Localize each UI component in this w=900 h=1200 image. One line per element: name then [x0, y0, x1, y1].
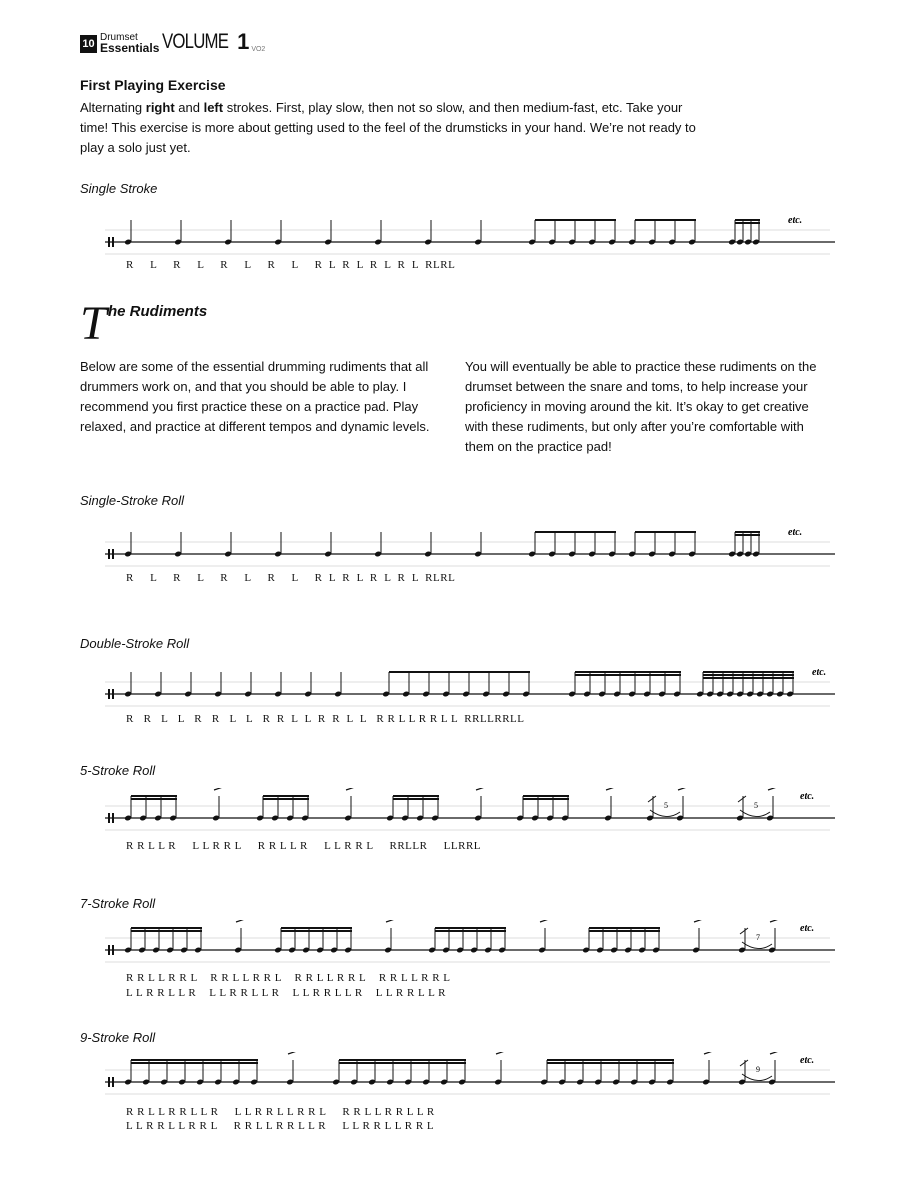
percussion-clef — [108, 549, 110, 559]
beam — [575, 674, 681, 676]
accent-mark — [476, 788, 485, 790]
grace-slash — [738, 796, 746, 802]
beam — [703, 677, 794, 679]
exercise-text: Alternating right and left strokes. First, play slow, then not so slow, and then medium-fast, etc. Take your time! This exercise is more about getting used to the feel of the drumsticks in your hand. We’re not ready to play a solo just yet. — [80, 100, 696, 155]
accent-mark — [768, 788, 777, 790]
percussion-clef — [108, 689, 110, 699]
rudiments-text-right: You will eventually be able to practice these rudiments on the drumset between the snare and toms, to help increase your proficiency in moving around the kit. It’s okay to get creative with these rudiments, but only after you’re comfortable with them on the practice pad! — [465, 359, 817, 454]
volume-word: VOLUME — [162, 30, 229, 53]
tuplet-number: 9 — [756, 1065, 760, 1074]
rudiment-label: 7-Stroke Roll — [80, 896, 156, 911]
tie-slur — [742, 942, 772, 949]
bold-right: right — [145, 100, 175, 115]
etc-label: etc. — [800, 1055, 815, 1066]
etc-label: etc. — [800, 791, 815, 802]
rudiments-text-left: Below are some of the essential drumming rudiments that all drummers work on, and that you should be able to play. I recommend you first practice these on a practice pad. Play relaxed, and practice at different tempos and dynamic levels. — [80, 359, 430, 434]
etc-label: etc. — [800, 923, 815, 934]
beam — [535, 219, 616, 221]
beam — [703, 671, 794, 673]
percussion-clef — [112, 1077, 114, 1087]
rudiment-label: Single-Stroke Roll — [80, 493, 185, 508]
sticking-row: R R L L R R L L R L L R R L L R R L R R L L R R L L R — [126, 1106, 435, 1118]
rudiments-title: he Rudiments — [108, 303, 208, 320]
beam — [703, 674, 794, 676]
percussion-clef — [112, 945, 114, 955]
tuplet-number: 5 — [664, 801, 668, 810]
percussion-clef — [108, 1077, 110, 1087]
sticking-row-alt: L L R R L L R R L R R L L R R L L R L L R R L L R R L — [126, 1120, 435, 1132]
beam — [339, 1062, 466, 1064]
sticking-row: R L R L R L R L R L R L R L R L RLRL — [126, 572, 456, 584]
accent-mark — [496, 1052, 505, 1054]
accent-mark — [770, 1052, 779, 1054]
accent-mark — [386, 920, 395, 922]
percussion-clef — [108, 945, 110, 955]
tie-slur — [740, 810, 770, 817]
beam — [435, 930, 506, 932]
rudiment-label: 5-Stroke Roll — [80, 763, 156, 778]
beam — [635, 531, 696, 533]
beam — [131, 798, 177, 800]
beam — [393, 795, 439, 797]
etc-label: etc. — [788, 527, 803, 538]
beam — [393, 798, 439, 800]
sticking-row-alt: L L R R L L R L L R R L L R L L R R L L R L L R R L L R — [126, 987, 447, 999]
percussion-clef — [112, 549, 114, 559]
beam — [547, 1059, 674, 1061]
grace-slash — [648, 796, 656, 802]
tie-slur — [742, 1074, 772, 1081]
sticking-row: R R L L R L L R R L R R L L R L L R R L RRLLR LLRRL — [126, 840, 482, 852]
volume-number: 1 — [237, 29, 250, 54]
beam — [575, 671, 681, 673]
music-staff — [100, 788, 840, 836]
percussion-clef — [112, 237, 114, 247]
accent-mark — [606, 788, 615, 790]
volume-sub: VO2 — [251, 46, 266, 53]
percussion-clef — [112, 813, 114, 823]
percussion-clef — [108, 813, 110, 823]
brand-logo — [100, 33, 159, 53]
rudiments-heading — [80, 297, 107, 350]
beam — [523, 798, 569, 800]
beam — [735, 531, 760, 533]
rudiment-label: Double-Stroke Roll — [80, 636, 190, 651]
tuplet-number: 7 — [756, 933, 760, 942]
sticking-row: R R L L R R L R R L L R R L R R L L R R L R R L L R R L — [126, 972, 451, 984]
beam — [131, 927, 202, 929]
beam — [131, 930, 202, 932]
exercise-title: First Playing Exercise — [80, 77, 226, 93]
music-staff — [100, 664, 840, 712]
beam — [389, 671, 530, 673]
accent-mark — [540, 920, 549, 922]
beam — [635, 219, 696, 221]
accent-mark — [214, 788, 223, 790]
grace-slash — [740, 1060, 748, 1066]
accent-mark — [770, 920, 779, 922]
beam — [735, 219, 760, 221]
music-staff — [100, 212, 840, 260]
brand-line2: Essentials — [100, 41, 160, 55]
beam — [339, 1059, 466, 1061]
etc-label: etc. — [812, 667, 827, 678]
music-staff — [100, 524, 840, 572]
accent-mark — [346, 788, 355, 790]
accent-mark — [288, 1052, 297, 1054]
beam — [435, 927, 506, 929]
beam — [131, 1059, 258, 1061]
rudiment-label: 9-Stroke Roll — [80, 1030, 156, 1045]
beam — [735, 222, 760, 224]
sticking-row: R R L L R R L L R R L L R R L L R R L L R R L L RRLLRRLL — [126, 713, 525, 725]
sticking-row: R L R L R L R L R L R L R L R L RLRL — [126, 259, 456, 271]
beam — [589, 927, 660, 929]
etc-label: etc. — [788, 215, 803, 226]
music-staff — [100, 1052, 840, 1100]
beam — [263, 798, 309, 800]
percussion-clef — [112, 689, 114, 699]
rudiment-label: Single Stroke — [80, 181, 158, 196]
accent-mark — [678, 788, 687, 790]
beam — [281, 930, 352, 932]
accent-mark — [694, 920, 703, 922]
beam — [547, 1062, 674, 1064]
tie-slur — [650, 810, 680, 817]
brand-line1: Drumset — [100, 32, 138, 43]
beam — [281, 927, 352, 929]
music-staff — [100, 920, 840, 968]
beam — [535, 531, 616, 533]
beam — [131, 1062, 258, 1064]
accent-mark — [704, 1052, 713, 1054]
accent-mark — [236, 920, 245, 922]
bold-left: left — [203, 100, 224, 115]
beam — [523, 795, 569, 797]
beam — [131, 795, 177, 797]
tuplet-number: 5 — [754, 801, 758, 810]
page-number: 10 — [80, 35, 97, 53]
beam — [263, 795, 309, 797]
percussion-clef — [108, 237, 110, 247]
page-header — [80, 31, 265, 53]
beam — [735, 534, 760, 536]
beam — [589, 930, 660, 932]
grace-slash — [740, 928, 748, 934]
dropcap-letter: T — [80, 297, 107, 350]
